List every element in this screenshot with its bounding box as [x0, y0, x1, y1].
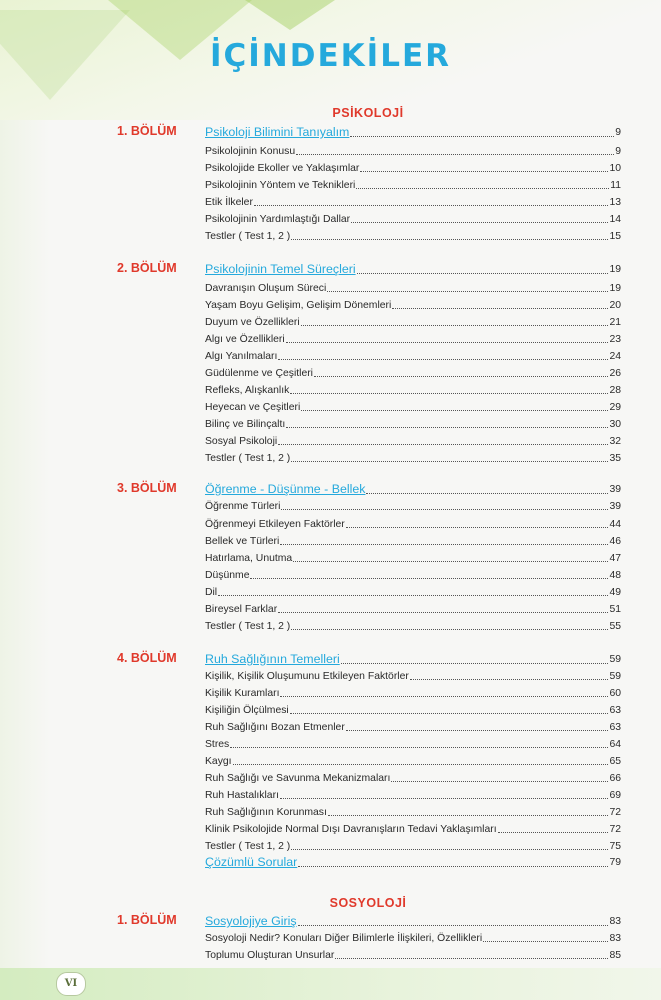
- dot-leader: [356, 188, 609, 189]
- dot-leader: [291, 849, 608, 850]
- page-number: 59: [609, 671, 621, 682]
- page-number: 59: [609, 654, 621, 665]
- dot-leader: [351, 222, 608, 223]
- page-number: 39: [609, 484, 621, 495]
- dot-leader: [327, 291, 608, 292]
- page-number: 9: [615, 127, 621, 138]
- decor-triangle: [230, 0, 350, 30]
- toc-entry[interactable]: [205, 380, 621, 397]
- entry-text: Psikolojide Ekoller ve Yaklaşımlar: [205, 163, 360, 174]
- toc-entry[interactable]: [205, 192, 621, 209]
- entry-text: Ruh Sağlığı ve Savunma Mekanizmaları: [205, 773, 391, 784]
- heading-text: Psikolojinin Temel Süreçleri: [205, 262, 356, 276]
- dot-leader: [341, 663, 609, 664]
- bolum-label: 1. BÖLÜM: [117, 913, 177, 927]
- page-number: 9: [615, 146, 621, 157]
- page-number: 14: [609, 214, 621, 225]
- entry-text: Öğrenmeyi Etkileyen Faktörler: [205, 519, 345, 530]
- entry-text: Algı Yanılmaları: [205, 351, 278, 362]
- page-number: 47: [609, 553, 621, 564]
- toc-entry[interactable]: [205, 802, 621, 819]
- toc-entry[interactable]: [205, 734, 621, 751]
- entry-text: Kişilik, Kişilik Oluşumunu Etkileyen Faktörler: [205, 671, 409, 682]
- page-title: İÇİNDEKİLER: [209, 38, 452, 74]
- page-number: 19: [609, 264, 621, 275]
- toc-entry[interactable]: [205, 514, 621, 531]
- dot-leader: [290, 713, 609, 714]
- toc-entry[interactable]: [205, 531, 621, 548]
- dot-leader: [498, 832, 609, 833]
- toc-entry[interactable]: [205, 209, 621, 226]
- dot-leader: [278, 444, 608, 445]
- page-number: 55: [609, 621, 621, 632]
- page-number: 63: [609, 705, 621, 716]
- dot-leader: [335, 958, 608, 959]
- toc-heading[interactable]: [205, 259, 621, 277]
- toc-entry[interactable]: [205, 666, 621, 683]
- dot-leader: [291, 461, 608, 462]
- toc-entry[interactable]: [205, 616, 621, 633]
- toc-entry[interactable]: [205, 363, 621, 380]
- section-title-sosyoloji: SOSYOLOJİ: [329, 896, 407, 910]
- dot-leader: [290, 393, 608, 394]
- bolum-label: 2. BÖLÜM: [117, 261, 177, 275]
- page-number: 48: [609, 570, 621, 581]
- toc-heading[interactable]: [205, 122, 621, 140]
- dot-leader: [278, 612, 608, 613]
- entry-text: Dil: [205, 587, 218, 598]
- toc-entry[interactable]: [205, 548, 621, 565]
- dot-leader: [291, 239, 608, 240]
- entry-text: Sosyoloji Nedir? Konuları Diğer Bilimlerle İlişkileri, Özellikleri: [205, 933, 483, 944]
- page-number: 32: [609, 436, 621, 447]
- page-number: 65: [609, 756, 621, 767]
- page-number: 72: [609, 807, 621, 818]
- heading-text: Psikoloji Bilimini Tanıyalım: [205, 125, 350, 139]
- page-number: 85: [609, 950, 621, 961]
- toc-entry[interactable]: [205, 295, 621, 312]
- entry-text: Ruh Sağlığını Bozan Etmenler: [205, 722, 345, 733]
- entry-text: Düşünme: [205, 570, 250, 581]
- dot-leader: [254, 205, 609, 206]
- page-number: 24: [609, 351, 621, 362]
- dot-leader: [360, 171, 608, 172]
- entry-text: Stres: [205, 739, 230, 750]
- page-number: 28: [609, 385, 621, 396]
- dot-leader: [314, 376, 608, 377]
- toc-entry[interactable]: [205, 717, 621, 734]
- dot-leader: [281, 509, 608, 510]
- page-number: 75: [609, 841, 621, 852]
- dot-leader: [296, 154, 614, 155]
- dot-leader: [328, 815, 609, 816]
- dot-leader: [483, 941, 608, 942]
- toc-entry[interactable]: [205, 700, 621, 717]
- toc-entry[interactable]: [205, 683, 621, 700]
- toc-entry[interactable]: [205, 397, 621, 414]
- heading-text: Sosyolojiye Giriş: [205, 914, 297, 928]
- page-number: 10: [609, 163, 621, 174]
- page-number: 60: [609, 688, 621, 699]
- entry-text: Duyum ve Özellikleri: [205, 317, 300, 328]
- entry-text: Algı ve Özellikleri: [205, 334, 285, 345]
- entry-text: Testler ( Test 1, 2 ): [205, 231, 291, 242]
- dot-leader: [350, 136, 614, 137]
- entry-text: Ruh Hastalıkları: [205, 790, 279, 801]
- toc-entry[interactable]: [205, 141, 621, 158]
- entry-text: Toplumu Oluşturan Unsurlar: [205, 950, 335, 961]
- toc-entry[interactable]: [205, 496, 621, 513]
- heading-text: Ruh Sağlığının Temelleri: [205, 652, 340, 666]
- entry-text: Yaşam Boyu Gelişim, Gelişim Dönemleri: [205, 300, 392, 311]
- page-number: 69: [609, 790, 621, 801]
- dot-leader: [298, 866, 608, 867]
- entry-text: Klinik Psikolojide Normal Dışı Davranışların Tedavi Yaklaşımları: [205, 824, 497, 835]
- toc-entry[interactable]: [205, 819, 621, 836]
- entry-text: Güdülenme ve Çeşitleri: [205, 368, 313, 379]
- dot-leader: [410, 679, 609, 680]
- page-number: 15: [609, 231, 621, 242]
- entry-text: Öğrenme Türleri: [205, 501, 281, 512]
- toc-entry[interactable]: [205, 565, 621, 582]
- toc-entry[interactable]: [205, 414, 621, 431]
- page-number: 44: [609, 519, 621, 530]
- toc-heading[interactable]: [205, 479, 621, 497]
- toc-entry[interactable]: [205, 431, 621, 448]
- toc-entry[interactable]: [205, 329, 621, 346]
- toc-entry[interactable]: [205, 312, 621, 329]
- entry-text: Testler ( Test 1, 2 ): [205, 621, 291, 632]
- page-number: 63: [609, 722, 621, 733]
- page-number-badge: VI: [56, 972, 86, 996]
- dot-leader: [298, 925, 609, 926]
- dot-leader: [286, 342, 609, 343]
- heading-text: Çözümlü Sorular: [205, 855, 298, 869]
- toc-heading-cozumlu-sorular[interactable]: [205, 852, 621, 870]
- dot-leader: [250, 578, 608, 579]
- toc-entry[interactable]: [205, 768, 621, 785]
- bolum-label: 3. BÖLÜM: [117, 481, 177, 495]
- dot-leader: [346, 527, 609, 528]
- entry-text: Psikolojinin Konusu: [205, 146, 296, 157]
- toc-entry[interactable]: [205, 945, 621, 962]
- entry-text: Hatırlama, Unutma: [205, 553, 293, 564]
- dot-leader: [346, 730, 609, 731]
- page-number: 39: [609, 501, 621, 512]
- toc-entry[interactable]: [205, 278, 621, 295]
- toc-entry[interactable]: [205, 448, 621, 465]
- toc-entry[interactable]: [205, 785, 621, 802]
- entry-text: Bireysel Farklar: [205, 604, 278, 615]
- entry-text: Ruh Sağlığının Korunması: [205, 807, 327, 818]
- toc-heading[interactable]: [205, 911, 621, 929]
- entry-text: Kaygı: [205, 756, 232, 767]
- dot-leader: [357, 273, 609, 274]
- page-number: 13: [609, 197, 621, 208]
- toc-entry[interactable]: [205, 751, 621, 768]
- dot-leader: [286, 427, 608, 428]
- page-number: 66: [609, 773, 621, 784]
- entry-text: Kişiliğin Ölçülmesi: [205, 705, 289, 716]
- dot-leader: [230, 747, 608, 748]
- dot-leader: [218, 595, 608, 596]
- dot-leader: [391, 781, 608, 782]
- section-title-psikoloji: PSİKOLOJİ: [332, 106, 404, 120]
- toc-entry[interactable]: [205, 599, 621, 616]
- entry-text: Davranışın Oluşum Süreci: [205, 283, 327, 294]
- dot-leader: [280, 544, 608, 545]
- entry-text: Bilinç ve Bilinçaltı: [205, 419, 286, 430]
- bottom-decoration: [0, 968, 661, 1000]
- page-number: 20: [609, 300, 621, 311]
- page-number: 49: [609, 587, 621, 598]
- page-number: 26: [609, 368, 621, 379]
- page-number: 46: [609, 536, 621, 547]
- dot-leader: [233, 764, 609, 765]
- entry-text: Psikolojinin Yardımlaştığı Dallar: [205, 214, 351, 225]
- dot-leader: [291, 629, 608, 630]
- dot-leader: [278, 359, 608, 360]
- heading-text: Öğrenme - Düşünme - Bellek: [205, 482, 366, 496]
- toc-entry[interactable]: [205, 582, 621, 599]
- bolum-label: 1. BÖLÜM: [117, 124, 177, 138]
- page-number: 83: [609, 933, 621, 944]
- page-number: 64: [609, 739, 621, 750]
- toc-entry[interactable]: [205, 158, 621, 175]
- entry-text: Psikolojinin Yöntem ve Teknikleri: [205, 180, 356, 191]
- toc-entry[interactable]: [205, 226, 621, 243]
- entry-text: Testler ( Test 1, 2 ): [205, 841, 291, 852]
- page-number: 21: [609, 317, 621, 328]
- page-number: 79: [609, 857, 621, 868]
- entry-text: Bellek ve Türleri: [205, 536, 280, 547]
- page-number: 29: [609, 402, 621, 413]
- page-number: 35: [609, 453, 621, 464]
- dot-leader: [301, 410, 608, 411]
- toc-entry[interactable]: [205, 836, 621, 853]
- dot-leader: [280, 696, 608, 697]
- entry-text: Heyecan ve Çeşitleri: [205, 402, 301, 413]
- dot-leader: [392, 308, 608, 309]
- dot-leader: [280, 798, 609, 799]
- page-number: 51: [609, 604, 621, 615]
- page-number: 30: [609, 419, 621, 430]
- dot-leader: [301, 325, 609, 326]
- bolum-label: 4. BÖLÜM: [117, 651, 177, 665]
- dot-leader: [293, 561, 608, 562]
- entry-text: Kişilik Kuramları: [205, 688, 280, 699]
- dot-leader: [366, 493, 608, 494]
- page-number: 23: [609, 334, 621, 345]
- entry-text: Refleks, Alışkanlık: [205, 385, 290, 396]
- page-number: 72: [609, 824, 621, 835]
- entry-text: Etik İlkeler: [205, 197, 253, 208]
- toc-entry[interactable]: [205, 928, 621, 945]
- toc-entry[interactable]: [205, 175, 621, 192]
- toc-entry[interactable]: [205, 346, 621, 363]
- page-number: 19: [609, 283, 621, 294]
- toc-heading[interactable]: [205, 649, 621, 667]
- page-number: 11: [610, 180, 621, 191]
- entry-text: Sosyal Psikoloji: [205, 436, 278, 447]
- page-number: 83: [609, 916, 621, 927]
- left-decoration: [0, 120, 50, 980]
- entry-text: Testler ( Test 1, 2 ): [205, 453, 291, 464]
